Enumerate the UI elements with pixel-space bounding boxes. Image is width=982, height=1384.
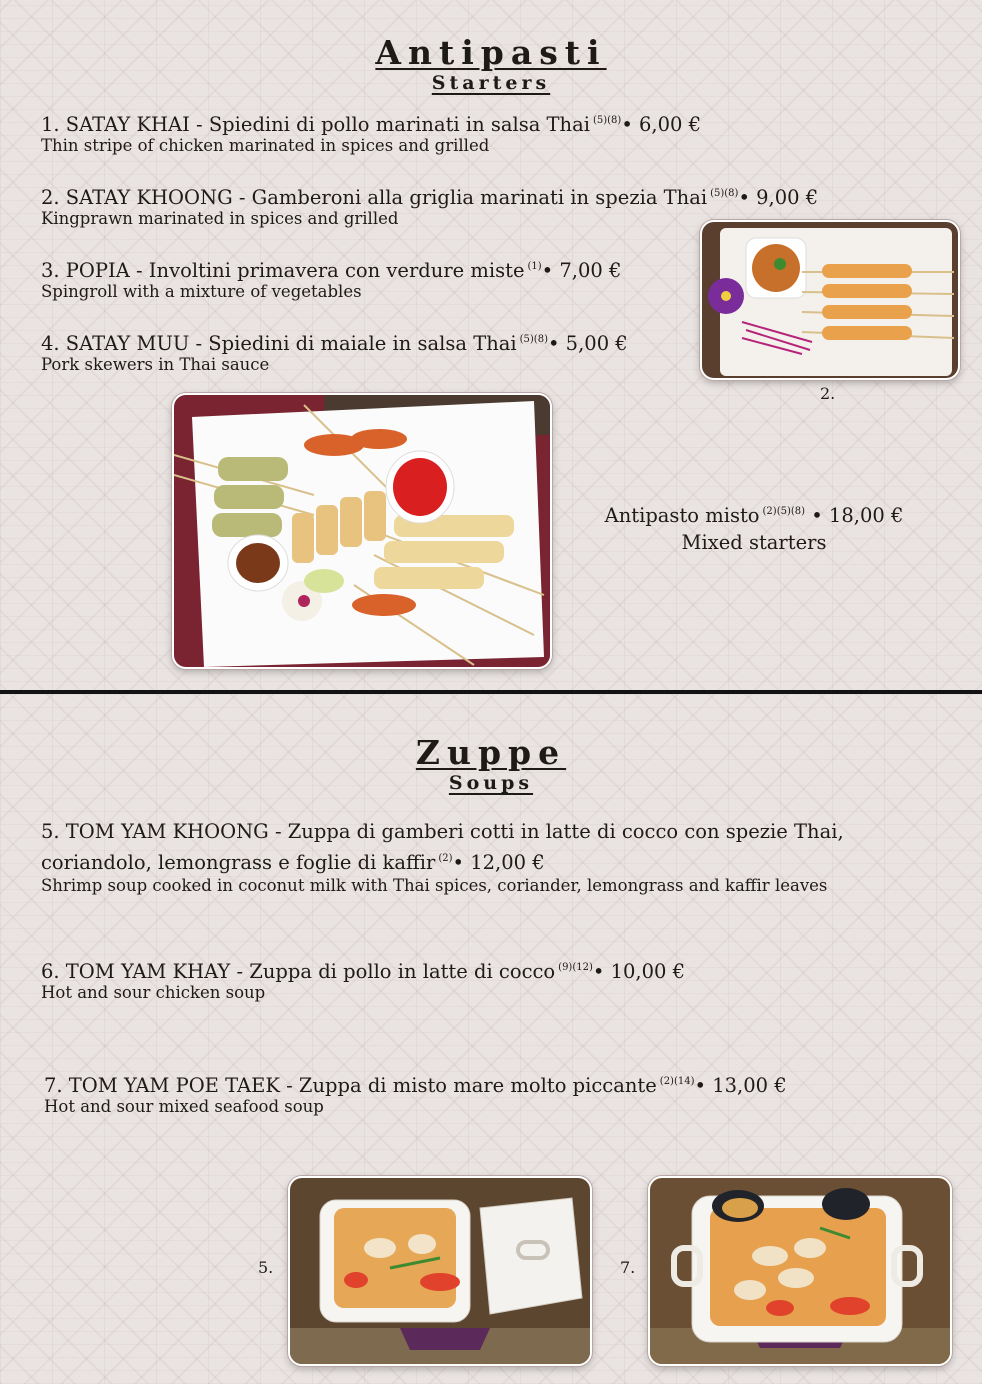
item-price: • 12,00 € (452, 851, 545, 874)
photo-caption-7: 7. (620, 1258, 636, 1277)
item-description: Hot and sour mixed seafood soup (44, 1097, 324, 1116)
menu-item-satay-khai (41, 113, 701, 155)
item-description: Pork skewers in Thai sauce (41, 355, 270, 374)
photo-tom-yam-khoong (288, 1176, 592, 1366)
allergen-codes: (5)(8) (519, 334, 548, 345)
item-name: Antipasto misto (604, 504, 760, 527)
prawn-skewers-image (702, 222, 958, 378)
photo-antipasto-misto (172, 393, 552, 669)
section-divider (0, 690, 982, 694)
allergen-codes: (5)(8) (710, 188, 739, 199)
item-description: Spingroll with a mixture of vegetables (41, 282, 362, 301)
photo-tom-yam-poe-taek (648, 1176, 952, 1366)
menu-item-satay-khoong (41, 186, 818, 228)
allergen-codes: (9)(12) (558, 962, 593, 973)
item-price: • 6,00 € (621, 113, 702, 136)
section-title-zuppe: Zuppe (415, 733, 567, 772)
menu-item-tom-yam-khoong (41, 818, 921, 895)
menu-item-antipasto-misto (594, 504, 914, 554)
item-name: 7. TOM YAM POE TAEK - Zuppa di misto mare molto piccante (44, 1074, 657, 1097)
photo-caption-5: 5. (258, 1258, 274, 1277)
section-title-antipasti: Antipasti (375, 33, 607, 72)
menu-item-satay-muu (41, 332, 628, 374)
item-price: • 7,00 € (541, 259, 622, 282)
item-price: • 10,00 € (592, 960, 686, 983)
photo-satay-khoong (700, 220, 960, 380)
item-name: 5. TOM YAM KHOONG - Zuppa di gamberi cotti in latte di cocco con spezie Thai, coriandolo, lemongrass e foglie di kaffir (41, 820, 844, 874)
allergen-codes: (2)(14) (659, 1076, 695, 1087)
menu-item-popia (41, 259, 621, 301)
allergen-codes: (1) (527, 261, 542, 272)
allergen-codes: (2)(5)(8) (762, 506, 806, 517)
item-description: Kingprawn marinated in spices and grilled (41, 209, 399, 228)
menu-item-tom-yam-poe-taek (44, 1074, 787, 1116)
item-description: Hot and sour chicken soup (41, 983, 266, 1002)
menu-item-tom-yam-khay (41, 960, 685, 1002)
shrimp-soup-image (290, 1178, 590, 1364)
section-subtitle-soups: Soups (448, 772, 534, 794)
item-name: 3. POPIA - Involtini primavera con verdure miste (41, 259, 525, 282)
item-name: 2. SATAY KHOONG - Gamberoni alla griglia marinati in spezia Thai (41, 186, 708, 209)
photo-caption: 2. (820, 384, 836, 403)
item-price: • 5,00 € (547, 332, 628, 355)
item-name: 6. TOM YAM KHAY - Zuppa di pollo in latte di cocco (41, 960, 556, 983)
allergen-codes: (5)(8) (592, 115, 622, 126)
item-price: • 18,00 € (811, 504, 904, 527)
item-price: • 9,00 € (738, 186, 819, 209)
mixed-starters-image (174, 395, 550, 667)
section-subtitle-starters: Starters (431, 72, 551, 94)
item-description: Shrimp soup cooked in coconut milk with Thai spices, coriander, lemongrass and kaffir leaves (41, 876, 828, 895)
seafood-soup-image (650, 1178, 950, 1364)
item-price: • 13,00 € (694, 1074, 787, 1097)
item-name: 1. SATAY KHAI - Spiedini di pollo marinati in salsa Thai (41, 113, 590, 136)
item-description: Mixed starters (681, 531, 827, 554)
item-name: 4. SATAY MUU - Spiedini di maiale in salsa Thai (41, 332, 517, 355)
allergen-codes: (2) (438, 853, 453, 864)
item-description: Thin stripe of chicken marinated in spices and grilled (41, 136, 490, 155)
